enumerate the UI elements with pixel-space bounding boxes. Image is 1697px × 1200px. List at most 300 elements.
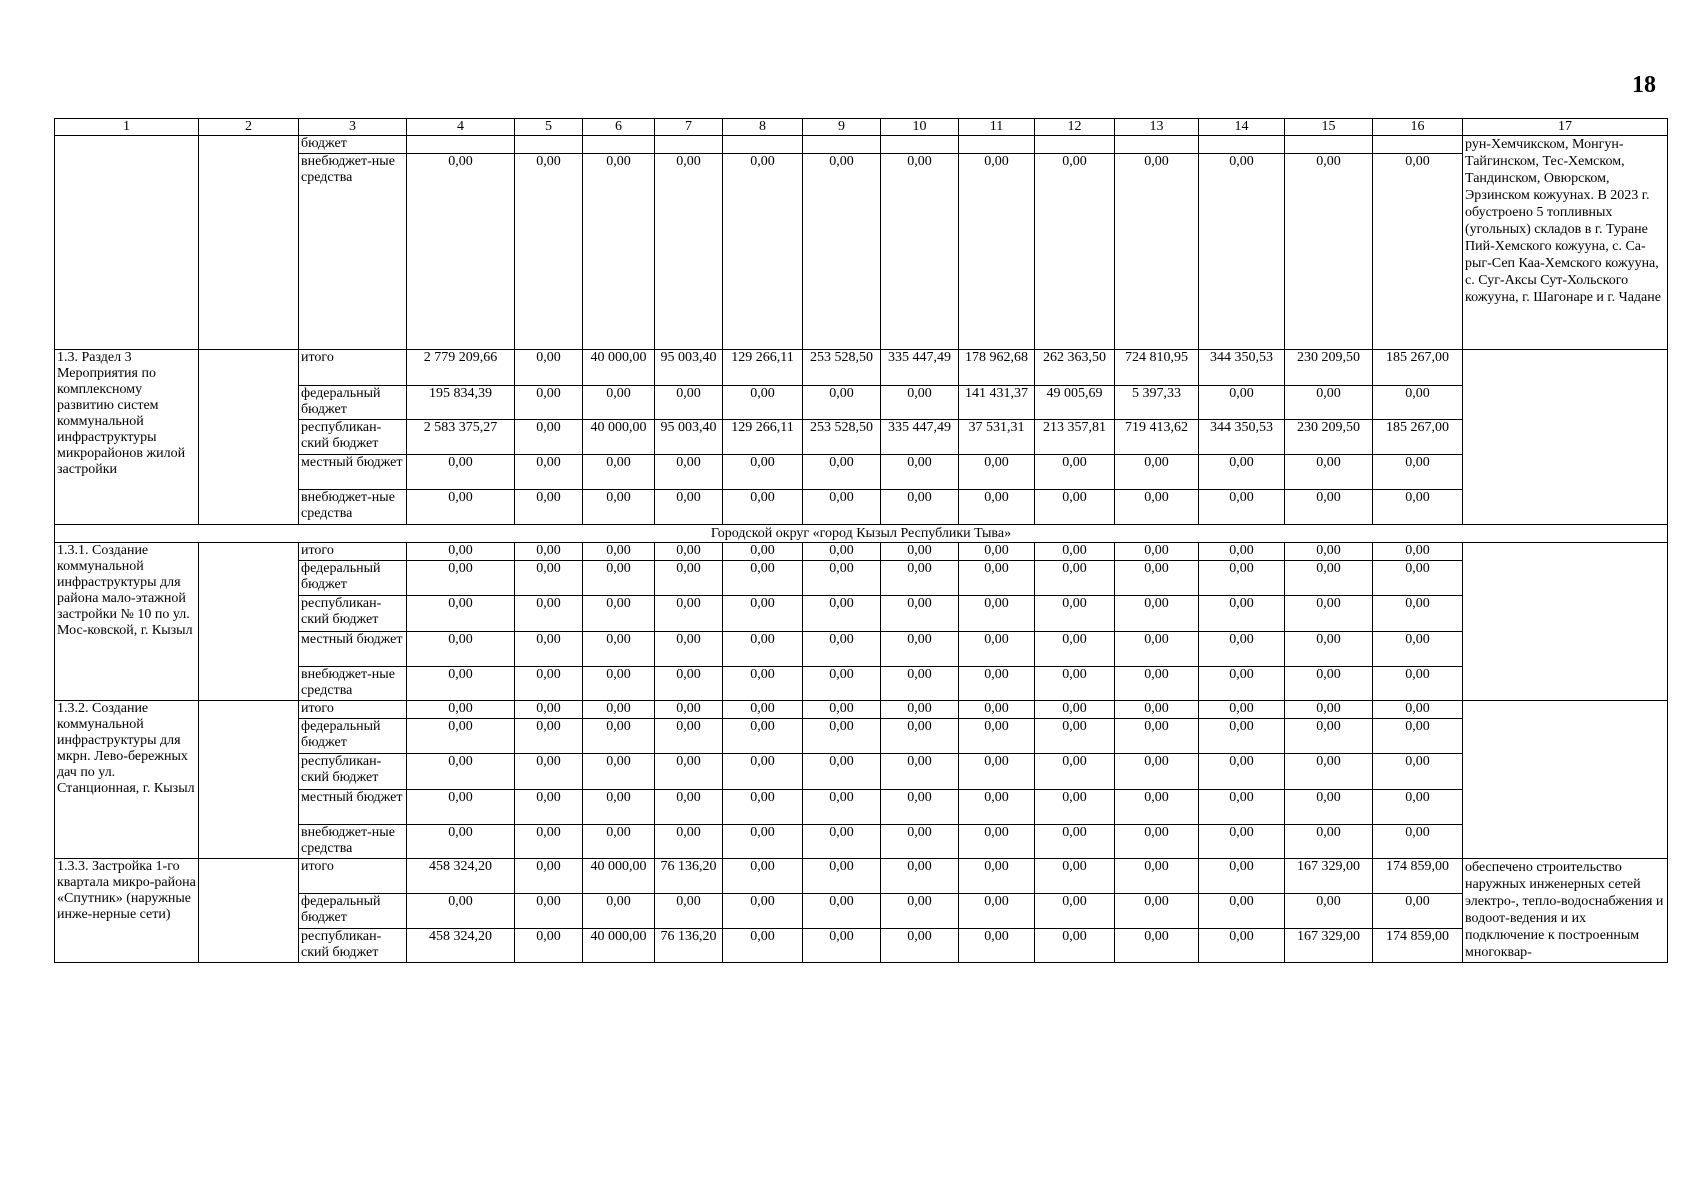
column-2-cell (199, 350, 299, 525)
value-cell (407, 136, 515, 154)
column-header: 1 (55, 119, 199, 136)
value-cell: 0,00 (583, 632, 655, 667)
value-cell: 0,00 (1285, 719, 1373, 754)
value-cell: 0,00 (515, 561, 583, 596)
value-cell: 0,00 (1035, 154, 1115, 350)
value-cell: 344 350,53 (1199, 420, 1285, 455)
value-cell: 0,00 (723, 632, 803, 667)
value-cell: 0,00 (1035, 667, 1115, 701)
value-cell: 5 397,33 (1115, 386, 1199, 420)
value-cell: 0,00 (1199, 632, 1285, 667)
value-cell: 0,00 (1115, 561, 1199, 596)
value-cell: 167 329,00 (1285, 859, 1373, 894)
funding-source-label: внебюджет-ные средства (299, 825, 407, 859)
value-cell (1285, 136, 1373, 154)
funding-source-label: федеральный бюджет (299, 719, 407, 754)
value-cell: 129 266,11 (723, 420, 803, 455)
value-cell: 0,00 (1035, 790, 1115, 825)
column-header: 3 (299, 119, 407, 136)
column-header: 12 (1035, 119, 1115, 136)
value-cell: 95 003,40 (655, 420, 723, 455)
value-cell: 0,00 (655, 667, 723, 701)
value-cell: 0,00 (803, 455, 881, 490)
value-cell: 0,00 (515, 154, 583, 350)
value-cell: 76 136,20 (655, 859, 723, 894)
value-cell: 0,00 (959, 632, 1035, 667)
value-cell: 0,00 (583, 790, 655, 825)
value-cell: 0,00 (1035, 490, 1115, 525)
value-cell: 0,00 (1285, 667, 1373, 701)
value-cell: 0,00 (1373, 596, 1463, 632)
value-cell: 0,00 (407, 719, 515, 754)
value-cell: 0,00 (959, 701, 1035, 719)
value-cell: 0,00 (723, 455, 803, 490)
column-header: 10 (881, 119, 959, 136)
value-cell: 0,00 (515, 701, 583, 719)
result-note (1463, 350, 1668, 525)
value-cell: 0,00 (881, 894, 959, 929)
value-cell: 0,00 (803, 754, 881, 790)
funding-source-label: итого (299, 543, 407, 561)
value-cell: 0,00 (1115, 543, 1199, 561)
value-cell: 0,00 (881, 701, 959, 719)
value-cell: 40 000,00 (583, 859, 655, 894)
column-header: 2 (199, 119, 299, 136)
value-cell: 0,00 (1115, 701, 1199, 719)
value-cell: 253 528,50 (803, 420, 881, 455)
value-cell: 0,00 (515, 632, 583, 667)
value-cell: 0,00 (803, 154, 881, 350)
value-cell: 335 447,49 (881, 420, 959, 455)
value-cell: 0,00 (1115, 825, 1199, 859)
value-cell: 0,00 (655, 632, 723, 667)
value-cell: 0,00 (1199, 154, 1285, 350)
value-cell: 0,00 (1115, 790, 1199, 825)
value-cell: 0,00 (583, 667, 655, 701)
value-cell: 0,00 (959, 596, 1035, 632)
value-cell: 0,00 (515, 929, 583, 963)
column-2-cell (199, 543, 299, 701)
value-cell: 0,00 (1373, 561, 1463, 596)
value-cell: 0,00 (655, 701, 723, 719)
value-cell (723, 136, 803, 154)
value-cell: 0,00 (407, 490, 515, 525)
value-cell: 0,00 (1373, 543, 1463, 561)
value-cell: 0,00 (803, 490, 881, 525)
result-note (1463, 543, 1668, 701)
value-cell: 0,00 (583, 894, 655, 929)
value-cell: 0,00 (515, 719, 583, 754)
value-cell: 167 329,00 (1285, 929, 1373, 963)
page-number: 18 (1632, 72, 1656, 98)
value-cell: 0,00 (655, 825, 723, 859)
value-cell (515, 136, 583, 154)
value-cell: 0,00 (1373, 719, 1463, 754)
value-cell: 0,00 (881, 929, 959, 963)
value-cell: 0,00 (881, 790, 959, 825)
value-cell: 0,00 (583, 754, 655, 790)
value-cell: 0,00 (583, 543, 655, 561)
value-cell: 0,00 (1035, 701, 1115, 719)
value-cell: 0,00 (1115, 632, 1199, 667)
value-cell: 174 859,00 (1373, 929, 1463, 963)
section-title: 1.3.2. Создание коммунальной инфраструктуры для мкрн. Лево-бережных дач по ул. Станционная, г. Кызыл (55, 701, 199, 859)
value-cell: 0,00 (1285, 543, 1373, 561)
value-cell: 0,00 (1115, 754, 1199, 790)
value-cell: 0,00 (1373, 754, 1463, 790)
value-cell: 0,00 (515, 894, 583, 929)
value-cell: 0,00 (655, 386, 723, 420)
funding-source-label: местный бюджет (299, 790, 407, 825)
section-title: 1.3.1. Создание коммунальной инфраструктуры для района мало-этажной застройки № 10 по ул. Мос-ковской, г. Кызыл (55, 543, 199, 701)
table-row (55, 859, 1668, 894)
value-cell: 0,00 (881, 455, 959, 490)
value-cell: 0,00 (723, 561, 803, 596)
value-cell: 0,00 (1115, 154, 1199, 350)
value-cell: 0,00 (803, 929, 881, 963)
value-cell: 0,00 (1115, 719, 1199, 754)
value-cell: 0,00 (959, 825, 1035, 859)
column-2-cell (199, 136, 299, 350)
value-cell: 0,00 (1373, 894, 1463, 929)
value-cell: 40 000,00 (583, 929, 655, 963)
value-cell: 0,00 (1373, 701, 1463, 719)
value-cell: 185 267,00 (1373, 350, 1463, 386)
value-cell: 0,00 (959, 490, 1035, 525)
value-cell: 0,00 (407, 894, 515, 929)
value-cell: 76 136,20 (655, 929, 723, 963)
value-cell: 0,00 (959, 790, 1035, 825)
value-cell: 0,00 (881, 154, 959, 350)
value-cell: 0,00 (1199, 894, 1285, 929)
value-cell: 174 859,00 (1373, 859, 1463, 894)
column-header: 16 (1373, 119, 1463, 136)
value-cell: 0,00 (1115, 490, 1199, 525)
value-cell: 0,00 (723, 929, 803, 963)
value-cell: 0,00 (803, 632, 881, 667)
value-cell: 0,00 (407, 455, 515, 490)
value-cell: 49 005,69 (1035, 386, 1115, 420)
value-cell: 0,00 (803, 894, 881, 929)
value-cell: 0,00 (1035, 929, 1115, 963)
value-cell: 0,00 (1199, 754, 1285, 790)
column-header: 8 (723, 119, 803, 136)
funding-source-label: республикан-ский бюджет (299, 420, 407, 455)
funding-source-label: внебюджет-ные средства (299, 667, 407, 701)
value-cell: 195 834,39 (407, 386, 515, 420)
value-cell: 0,00 (1373, 825, 1463, 859)
value-cell: 0,00 (1199, 719, 1285, 754)
table-row (55, 350, 1668, 386)
value-cell: 458 324,20 (407, 929, 515, 963)
value-cell: 0,00 (881, 543, 959, 561)
value-cell: 0,00 (1285, 701, 1373, 719)
value-cell: 230 209,50 (1285, 350, 1373, 386)
value-cell: 40 000,00 (583, 350, 655, 386)
funding-source-label: местный бюджет (299, 455, 407, 490)
value-cell: 0,00 (1285, 386, 1373, 420)
value-cell: 0,00 (655, 894, 723, 929)
value-cell: 0,00 (515, 790, 583, 825)
section-title (55, 136, 199, 350)
value-cell: 230 209,50 (1285, 420, 1373, 455)
value-cell: 0,00 (1115, 455, 1199, 490)
value-cell: 0,00 (407, 154, 515, 350)
value-cell: 0,00 (655, 543, 723, 561)
value-cell: 0,00 (803, 667, 881, 701)
value-cell: 0,00 (515, 543, 583, 561)
value-cell: 0,00 (959, 929, 1035, 963)
value-cell: 0,00 (655, 790, 723, 825)
column-header: 7 (655, 119, 723, 136)
section-title: 1.3. Раздел 3 Мероприятия по комплексному развитию систем коммунальной инфраструктуры микрорайонов жилой застройки (55, 350, 199, 525)
value-cell: 0,00 (655, 490, 723, 525)
value-cell: 0,00 (407, 596, 515, 632)
value-cell: 0,00 (1035, 596, 1115, 632)
value-cell: 0,00 (583, 825, 655, 859)
value-cell: 0,00 (1199, 596, 1285, 632)
value-cell: 0,00 (1285, 894, 1373, 929)
value-cell: 0,00 (1285, 490, 1373, 525)
value-cell: 0,00 (515, 825, 583, 859)
value-cell: 0,00 (515, 490, 583, 525)
value-cell: 0,00 (881, 490, 959, 525)
value-cell: 0,00 (583, 490, 655, 525)
section-heading-row (55, 525, 1668, 543)
value-cell: 0,00 (407, 632, 515, 667)
value-cell: 0,00 (407, 667, 515, 701)
value-cell: 0,00 (723, 894, 803, 929)
column-header: 6 (583, 119, 655, 136)
table-row (55, 543, 1668, 561)
value-cell: 0,00 (723, 543, 803, 561)
value-cell: 262 363,50 (1035, 350, 1115, 386)
value-cell: 0,00 (407, 825, 515, 859)
value-cell: 0,00 (723, 790, 803, 825)
value-cell: 95 003,40 (655, 350, 723, 386)
funding-source-label: федеральный бюджет (299, 894, 407, 929)
value-cell: 0,00 (959, 859, 1035, 894)
value-cell: 0,00 (723, 596, 803, 632)
value-cell: 0,00 (1285, 632, 1373, 667)
funding-source-label: федеральный бюджет (299, 561, 407, 596)
value-cell: 0,00 (583, 455, 655, 490)
value-cell (1373, 136, 1463, 154)
value-cell: 0,00 (1199, 701, 1285, 719)
value-cell: 335 447,49 (881, 350, 959, 386)
funding-source-label: республикан-ский бюджет (299, 596, 407, 632)
value-cell: 724 810,95 (1115, 350, 1199, 386)
value-cell: 0,00 (1285, 596, 1373, 632)
value-cell: 0,00 (515, 455, 583, 490)
value-cell: 2 583 375,27 (407, 420, 515, 455)
value-cell: 129 266,11 (723, 350, 803, 386)
value-cell: 0,00 (803, 386, 881, 420)
value-cell: 213 357,81 (1035, 420, 1115, 455)
value-cell: 0,00 (1199, 825, 1285, 859)
section-title: 1.3.3. Застройка 1-го квартала микро-района «Спутник» (наружные инже-нерные сети) (55, 859, 199, 963)
value-cell: 0,00 (723, 701, 803, 719)
funding-source-label: бюджет (299, 136, 407, 154)
column-2-cell (199, 859, 299, 963)
value-cell: 0,00 (1285, 825, 1373, 859)
value-cell: 0,00 (1199, 543, 1285, 561)
value-cell: 0,00 (583, 561, 655, 596)
table-row (55, 701, 1668, 719)
column-header: 15 (1285, 119, 1373, 136)
value-cell: 0,00 (1115, 929, 1199, 963)
value-cell: 0,00 (1373, 490, 1463, 525)
value-cell: 0,00 (881, 561, 959, 596)
value-cell: 0,00 (515, 420, 583, 455)
value-cell: 0,00 (515, 754, 583, 790)
value-cell: 0,00 (803, 701, 881, 719)
value-cell: 0,00 (803, 596, 881, 632)
value-cell: 0,00 (959, 894, 1035, 929)
value-cell: 0,00 (407, 543, 515, 561)
budget-table (54, 118, 1668, 963)
value-cell: 0,00 (1115, 667, 1199, 701)
column-header: 4 (407, 119, 515, 136)
column-2-cell (199, 701, 299, 859)
value-cell: 0,00 (959, 754, 1035, 790)
value-cell: 0,00 (515, 859, 583, 894)
value-cell: 0,00 (1035, 754, 1115, 790)
value-cell: 0,00 (959, 455, 1035, 490)
value-cell: 0,00 (723, 825, 803, 859)
value-cell: 0,00 (723, 667, 803, 701)
value-cell: 0,00 (407, 701, 515, 719)
value-cell: 0,00 (1035, 894, 1115, 929)
value-cell: 0,00 (881, 859, 959, 894)
value-cell: 0,00 (655, 596, 723, 632)
value-cell: 0,00 (1373, 154, 1463, 350)
value-cell: 0,00 (1373, 667, 1463, 701)
value-cell (881, 136, 959, 154)
value-cell: 0,00 (1285, 790, 1373, 825)
value-cell: 0,00 (723, 754, 803, 790)
value-cell: 0,00 (723, 386, 803, 420)
value-cell: 0,00 (881, 719, 959, 754)
value-cell: 0,00 (1199, 929, 1285, 963)
value-cell: 0,00 (803, 859, 881, 894)
value-cell: 0,00 (723, 490, 803, 525)
funding-source-label: итого (299, 350, 407, 386)
value-cell: 0,00 (1373, 386, 1463, 420)
value-cell: 0,00 (1035, 859, 1115, 894)
value-cell: 0,00 (1035, 719, 1115, 754)
value-cell: 0,00 (655, 561, 723, 596)
table-row (55, 136, 1668, 154)
value-cell: 0,00 (1199, 667, 1285, 701)
section-heading: Городской округ «город Кызыл Республики Тыва» (55, 525, 1668, 543)
funding-source-label: местный бюджет (299, 632, 407, 667)
column-header: 13 (1115, 119, 1199, 136)
funding-source-label: итого (299, 701, 407, 719)
value-cell: 0,00 (723, 859, 803, 894)
value-cell: 0,00 (723, 719, 803, 754)
value-cell: 0,00 (881, 632, 959, 667)
value-cell: 0,00 (1373, 632, 1463, 667)
value-cell: 0,00 (959, 719, 1035, 754)
value-cell: 0,00 (583, 154, 655, 350)
value-cell: 0,00 (881, 386, 959, 420)
value-cell: 0,00 (583, 701, 655, 719)
value-cell: 0,00 (1035, 455, 1115, 490)
value-cell: 0,00 (1035, 632, 1115, 667)
value-cell (583, 136, 655, 154)
value-cell (655, 136, 723, 154)
column-header: 14 (1199, 119, 1285, 136)
value-cell: 0,00 (1199, 859, 1285, 894)
value-cell: 0,00 (803, 543, 881, 561)
value-cell: 0,00 (959, 543, 1035, 561)
value-cell: 0,00 (583, 386, 655, 420)
value-cell: 0,00 (407, 754, 515, 790)
value-cell: 0,00 (803, 790, 881, 825)
value-cell: 0,00 (655, 154, 723, 350)
funding-source-label: республикан-ский бюджет (299, 929, 407, 963)
value-cell: 0,00 (881, 754, 959, 790)
value-cell: 178 962,68 (959, 350, 1035, 386)
value-cell: 185 267,00 (1373, 420, 1463, 455)
value-cell: 0,00 (723, 154, 803, 350)
value-cell: 0,00 (1199, 490, 1285, 525)
value-cell: 0,00 (407, 790, 515, 825)
value-cell: 0,00 (1199, 561, 1285, 596)
value-cell: 0,00 (959, 154, 1035, 350)
value-cell: 40 000,00 (583, 420, 655, 455)
value-cell (1199, 136, 1285, 154)
value-cell: 0,00 (1199, 386, 1285, 420)
value-cell: 0,00 (655, 719, 723, 754)
value-cell: 0,00 (515, 386, 583, 420)
value-cell: 0,00 (803, 719, 881, 754)
value-cell: 0,00 (803, 825, 881, 859)
result-note: рун-Хемчикском, Монгун-Тайгинском, Тес-Хемском, Тандинском, Овюрском, Эрзинском кожуунах. В 2023 г. обустроено 5 топливных (угольных) складов в г. Туране Пий-Хемского кожууна, с. Са-рыг-Сеп Каа-Хемского кожууна, с. Суг-Аксы Сут-Хольского кожууна, г. Шагонаре и г. Чадане (1463, 136, 1668, 350)
value-cell: 0,00 (407, 561, 515, 596)
value-cell: 0,00 (583, 596, 655, 632)
header-row (55, 119, 1668, 136)
value-cell: 344 350,53 (1199, 350, 1285, 386)
value-cell (1035, 136, 1115, 154)
value-cell (1115, 136, 1199, 154)
value-cell: 0,00 (1035, 561, 1115, 596)
value-cell: 141 431,37 (959, 386, 1035, 420)
funding-source-label: внебюджет-ные средства (299, 490, 407, 525)
value-cell: 0,00 (959, 561, 1035, 596)
value-cell: 0,00 (583, 719, 655, 754)
value-cell: 253 528,50 (803, 350, 881, 386)
column-header: 5 (515, 119, 583, 136)
funding-source-label: республикан-ский бюджет (299, 754, 407, 790)
funding-source-label: федеральный бюджет (299, 386, 407, 420)
value-cell: 0,00 (881, 825, 959, 859)
value-cell: 458 324,20 (407, 859, 515, 894)
value-cell: 0,00 (803, 561, 881, 596)
value-cell: 0,00 (1199, 455, 1285, 490)
result-note (1463, 701, 1668, 859)
value-cell: 0,00 (655, 754, 723, 790)
funding-source-label: итого (299, 859, 407, 894)
value-cell: 0,00 (1285, 561, 1373, 596)
column-header: 11 (959, 119, 1035, 136)
column-header: 9 (803, 119, 881, 136)
value-cell: 0,00 (881, 596, 959, 632)
value-cell: 0,00 (1035, 543, 1115, 561)
column-header: 17 (1463, 119, 1668, 136)
value-cell: 0,00 (1373, 790, 1463, 825)
